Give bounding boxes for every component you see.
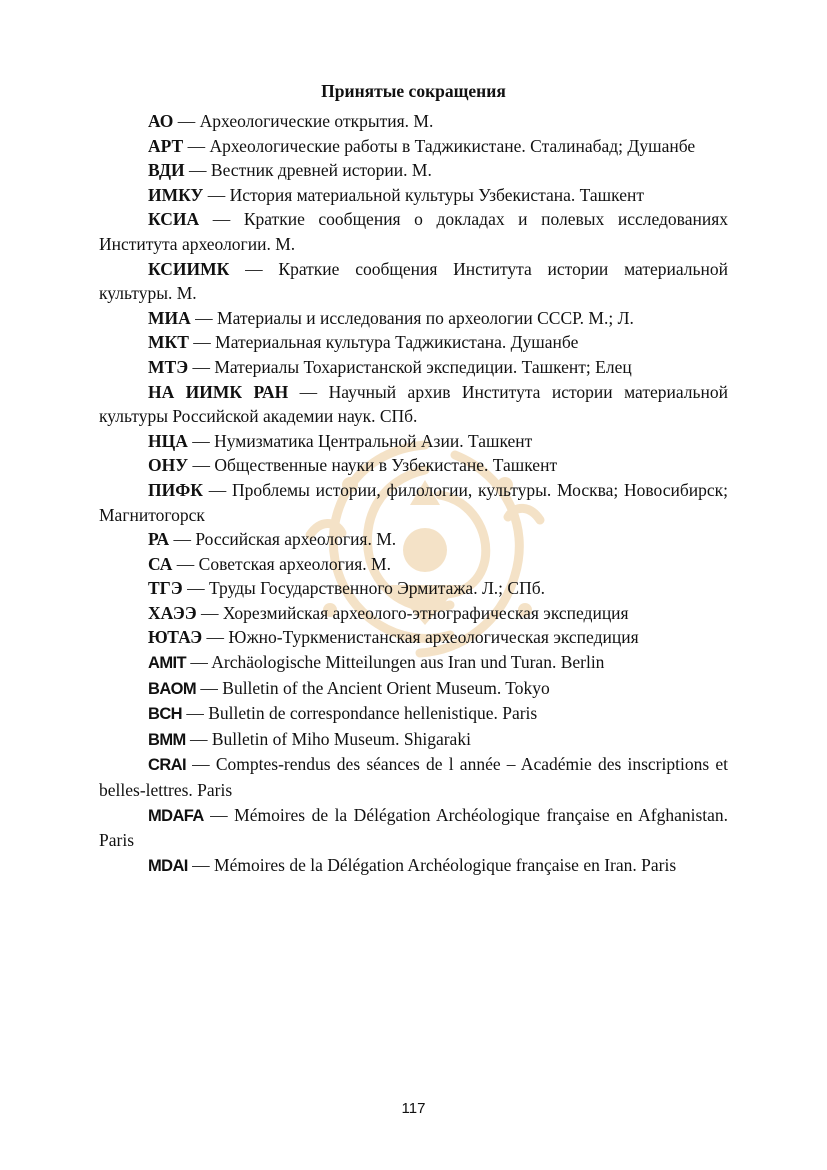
abbreviation-entry (99, 601, 728, 626)
abbreviation-definition: Археологические работы в Таджикистане. Сталинабад; Душанбе (209, 135, 696, 156)
em-dash: — (207, 184, 226, 205)
page-number: 117 (401, 1100, 426, 1117)
em-dash: — (192, 356, 210, 377)
em-dash: — (189, 728, 208, 749)
em-dash: — (299, 381, 318, 402)
abbreviation-term: AMIT (148, 654, 186, 673)
page-title: Принятые сокращения (321, 81, 506, 101)
abbreviation-entry (99, 676, 728, 702)
em-dash: — (212, 209, 231, 230)
em-dash: — (193, 332, 211, 353)
em-dash: — (187, 135, 206, 156)
em-dash: — (186, 703, 204, 724)
abbreviation-term: MDAI (148, 856, 188, 875)
em-dash: — (192, 854, 210, 875)
em-dash: — (195, 307, 213, 328)
abbreviations-list (99, 109, 728, 878)
abbreviation-term: ЮТАЭ (148, 627, 203, 648)
abbreviation-definition: История материальной культуры Узбекистана. Ташкент (229, 184, 644, 205)
abbreviation-term: МТЭ (148, 356, 189, 377)
abbreviation-definition: Российская археология. М. (195, 529, 397, 550)
em-dash: — (173, 529, 191, 550)
abbreviation-definition: Mémoires de la Délégation Archéologique française en Iran. Paris (214, 854, 677, 875)
abbreviation-term: CRAI (148, 756, 186, 775)
em-dash: — (192, 455, 210, 476)
abbreviation-definition: Материальная культура Таджикистана. Душанбе (215, 332, 579, 353)
abbreviation-definition: Научный архив Института истории материальной культуры Российской академии наук. СПб. (99, 381, 728, 427)
abbreviation-term: BMM (148, 730, 186, 749)
abbreviation-entry (99, 752, 728, 802)
abbreviation-entry (99, 576, 728, 601)
abbreviation-definition: Mémoires de la Délégation Archéologique française en Afghanistan. Paris (99, 804, 729, 851)
abbreviation-definition: Краткие сообщения Института истории материальной культуры. М. (99, 258, 728, 304)
abbreviation-entry (99, 109, 728, 134)
abbreviation-definition: Проблемы истории, филологии, культуры. Москва; Новосибирск; Магнитогорск (99, 479, 729, 525)
abbreviation-entry (99, 257, 728, 306)
abbreviation-term: МКТ (148, 332, 189, 353)
em-dash: — (177, 111, 196, 131)
em-dash: — (245, 258, 263, 279)
em-dash: — (189, 160, 207, 181)
abbreviation-definition: Южно-Туркменистанская археологическая экспедиция (228, 627, 639, 648)
abbreviation-entry (99, 650, 728, 676)
abbreviation-entry (99, 158, 728, 183)
abbreviation-entry (99, 380, 728, 429)
abbreviation-entry (99, 134, 728, 159)
em-dash: — (208, 479, 227, 500)
abbreviation-entry (99, 207, 728, 256)
em-dash: — (200, 602, 219, 623)
abbreviation-term: МИА (148, 307, 191, 328)
abbreviation-entry (99, 625, 728, 650)
em-dash: — (200, 677, 218, 698)
em-dash: — (210, 804, 228, 825)
abbreviation-term: КСИА (148, 209, 200, 230)
abbreviation-term: ХАЭЭ (148, 602, 197, 623)
abbreviation-definition: Нумизматика Центральной Азии. Ташкент (214, 430, 533, 451)
abbreviation-definition: Вестник древней истории. М. (210, 160, 432, 181)
abbreviation-definition: Хорезмийская археолого-этнографическая экспедиция (222, 602, 629, 623)
em-dash: — (190, 652, 208, 673)
abbreviation-definition: Материалы Тохаристанской экспедиции. Ташкент; Елец (214, 356, 632, 377)
abbreviation-term: ВДИ (148, 160, 185, 181)
abbreviation-entry (99, 183, 728, 208)
abbreviation-term: КСИИМК (148, 258, 230, 279)
abbreviation-definition: Краткие сообщения о докладах и полевых исследованиях Института археологии. М. (99, 209, 728, 254)
abbreviation-entry (99, 429, 728, 454)
abbreviation-term: ОНУ (148, 455, 189, 476)
em-dash: — (206, 627, 225, 648)
abbreviation-definition: Материалы и исследования по археологии СССР. М.; Л. (217, 307, 634, 328)
abbreviation-entry (99, 355, 728, 380)
abbreviation-term: ПИФК (148, 479, 203, 500)
abbreviation-definition: Археологические открытия. М. (199, 111, 434, 131)
em-dash: — (192, 430, 210, 451)
abbreviation-term: ТГЭ (148, 578, 183, 599)
abbreviation-term: АРТ (148, 135, 184, 156)
abbreviation-entry (99, 527, 728, 552)
em-dash: — (176, 553, 195, 574)
abbreviation-definition: Bulletin of the Ancient Orient Museum. Tokyo (222, 677, 550, 698)
abbreviation-entry (99, 306, 728, 331)
abbreviation-entry (99, 552, 728, 577)
abbreviation-term: СА (148, 553, 173, 574)
abbreviation-term: АО (148, 111, 174, 131)
abbreviation-definition: Bulletin de correspondance hellenistique. Paris (208, 703, 538, 724)
abbreviation-definition: Bulletin of Miho Museum. Shigaraki (211, 728, 471, 749)
abbreviation-entry (99, 330, 728, 355)
abbreviation-term: MDAFA (148, 806, 204, 825)
abbreviation-entry (99, 803, 728, 853)
abbreviation-term: ИМКУ (148, 184, 204, 205)
abbreviation-entry (99, 853, 728, 879)
em-dash: — (192, 754, 210, 775)
abbreviation-definition: Советская археология. М. (198, 553, 391, 574)
abbreviation-definition: Труды Государственного Эрмитажа. Л.; СПб. (208, 578, 546, 599)
em-dash: — (187, 578, 205, 599)
abbreviation-entry (99, 701, 728, 727)
abbreviation-entry (99, 727, 728, 753)
abbreviation-term: НЦА (148, 430, 188, 451)
abbreviation-entry (99, 478, 728, 527)
abbreviation-definition: Comptes-rendus des séances de l année – Académie des inscriptions et belles-lettres. Paris (99, 754, 729, 801)
abbreviation-term: BAOM (148, 679, 197, 698)
abbreviation-definition: Общественные науки в Узбекистане. Ташкент (214, 455, 558, 476)
abbreviation-term: НА ИИМК РАН (148, 381, 289, 402)
abbreviation-term: BCH (148, 705, 182, 724)
abbreviation-definition: Archäologische Mitteilungen aus Iran und Turan. Berlin (211, 652, 605, 673)
abbreviation-term: РА (148, 529, 170, 550)
abbreviation-entry (99, 453, 728, 478)
